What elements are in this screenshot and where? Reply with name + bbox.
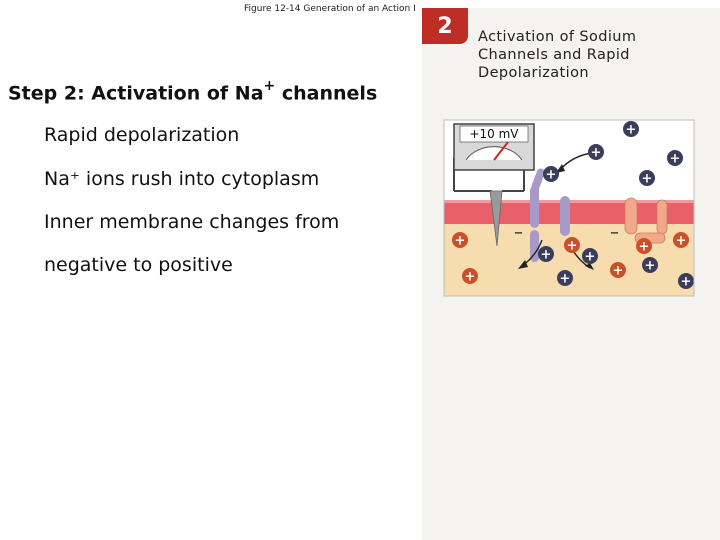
- svg-text:+: +: [566, 238, 578, 254]
- figure-panel: [422, 8, 720, 540]
- svg-text:+: +: [675, 233, 687, 249]
- svg-text:+: +: [680, 274, 692, 290]
- heading-suffix: channels: [275, 82, 378, 105]
- svg-text:+: +: [669, 151, 681, 167]
- svg-text:+: +: [644, 258, 656, 274]
- svg-text:+: +: [590, 145, 602, 161]
- svg-text:+: +: [625, 122, 637, 138]
- svg-text:+: +: [641, 171, 653, 187]
- svg-text:+: +: [540, 247, 552, 263]
- heading-superscript: +: [263, 78, 276, 94]
- svg-text:+: +: [584, 249, 596, 265]
- bullet-na-ions-rush: Na⁺ ions rush into cytoplasm: [44, 168, 320, 190]
- heading-prefix: Step 2: Activation of Na: [8, 82, 264, 105]
- step-number-badge: 2: [422, 8, 468, 44]
- figure-caption: Figure 12-14 Generation of an Action I: [244, 4, 416, 14]
- voltmeter-reading: +10 mV: [469, 127, 519, 141]
- svg-text:+: +: [464, 269, 476, 285]
- membrane-sign-1: –: [514, 222, 523, 243]
- panel-title: Activation of Sodium Channels and Rapid Depolarization: [478, 29, 637, 81]
- bullet-inner-membrane-changes: Inner membrane changes from: [44, 211, 340, 233]
- svg-text:+: +: [545, 167, 557, 183]
- svg-text:+: +: [612, 263, 624, 279]
- membrane-diagram: [422, 8, 720, 308]
- svg-text:+: +: [638, 239, 650, 255]
- membrane-sign-2: –: [610, 222, 619, 243]
- svg-text:+: +: [559, 271, 571, 287]
- bullet-negative-to-positive: negative to positive: [44, 254, 233, 276]
- slide-heading: [8, 80, 377, 104]
- svg-text:+: +: [454, 233, 466, 249]
- bullet-rapid-depolarization: Rapid depolarization: [44, 124, 240, 146]
